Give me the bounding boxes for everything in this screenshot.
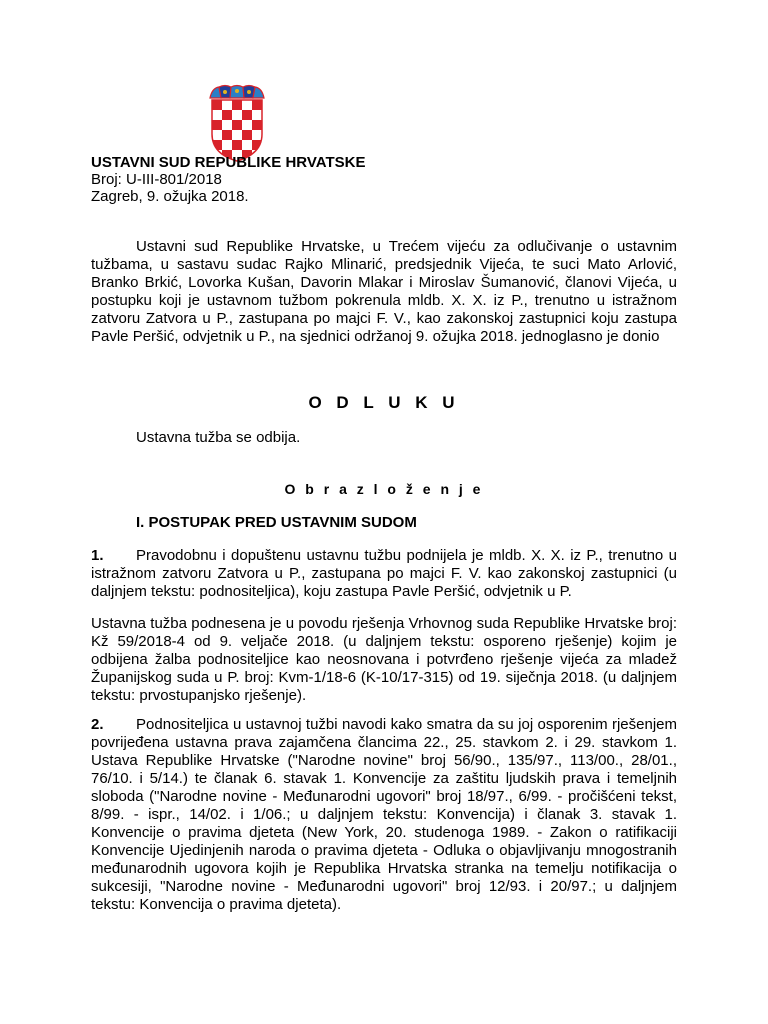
paragraph-1 xyxy=(91,547,677,601)
croatian-coat-of-arms-icon xyxy=(208,84,266,162)
reasoning-title: O b r a z l o ž e n j e xyxy=(284,481,484,497)
paragraph-1b: Ustavna tužba podnesena je u povodu rješenja Vrhovnog suda Republike Hrvatske broj: Kž 59/2018-4 od 9. veljače 2018. (u daljnjem tekstu: osporeno rješenje) kojim je odbijena žalba podnositeljice kao neosnovana i potvrđeno rješenje vijeća za mladež Županijskog suda u P. broj: Kvm-1/18-6 (K-10/17-315) od 19. siječnja 2018. (u daljnjem tekstu: prvostupanjsko rješenje). xyxy=(91,615,677,704)
paragraph-text: Podnositeljica u ustavnoj tužbi navodi kako smatra da su joj osporenim rješenjem povrijeđena ustavna prava zajamčena člancima 22., 25. stavkom 2. i 29. stavkom 1. Ustava Republike Hrvatske ("Narodne novine" broj 56/90., 135/97., 113/00., 28/01., 76/10. i 5/14.) te članak 6. stavak 1. Konvencije za zaštitu ljudskih prava i temeljnih sloboda ("Narodne novine - Međunarodni ugovori" broj 18/97., 6/99. - pročišćeni tekst, 8/99. - ispr., 14/02. i 1/06.; u daljnjem tekstu: Konvencija) i članak 3. stavak 1. Konvencije o pravima djeteta (New York, 20. studenoga 1989. - Zakon o ratifikaciji Konvencije Ujedinjenih naroda o pravima djeteta - Odluka o objavljivanju mnogostranih međunarodnih ugovora kojih je Republika Hrvatska stranka na temelju notifikacija o sukcesiji, "Narodne novine - Međunarodni ugovori" broj 12/93. i 20/97.; u daljnjem tekstu: Konvencija o pravima djeteta). xyxy=(91,716,677,913)
paragraph-number: 1. xyxy=(91,547,104,564)
decision-text: Ustavna tužba se odbija. xyxy=(136,429,301,446)
crown xyxy=(210,86,264,99)
paragraph-number: 2. xyxy=(91,716,104,733)
court-name: USTAVNI SUD REPUBLIKE HRVATSKE xyxy=(91,154,366,171)
paragraph-text: Pravodobnu i dopuštenu ustavnu tužbu podnijela je mldb. X. X. iz P., trenutno u istražnom zatvoru Zatvora u P., zastupana po majci F. V. kao zakonskoj zastupnici (u daljnjem tekstu: podnositeljica), koju zastupa Pavle Peršić, odvjetnik u P. xyxy=(91,547,677,600)
document-header xyxy=(91,154,365,205)
decision-title: O D L U K U xyxy=(308,393,460,412)
paragraph-2 xyxy=(91,716,677,914)
place-date: Zagreb, 9. ožujka 2018. xyxy=(91,188,249,205)
case-number: Broj: U-III-801/2018 xyxy=(91,171,222,188)
section-title: I. POSTUPAK PRED USTAVNIM SUDOM xyxy=(136,514,417,531)
intro-paragraph: Ustavni sud Republike Hrvatske, u Trećem vijeću za odlučivanje o ustavnim tužbama, u sastavu sudac Rajko Mlinarić, predsjednik Vijeća, te suci Mato Arlović, Branko Brkić, Lovorka Kušan, Davorin Mlakar i Miroslav Šumanović, članovi Vijeća, u postupku koji je ustavnom tužbom pokrenula mldb. X. X. iz P., trenutno u istražnom zatvoru Zatvora u P., zastupana po majci F. V., kao zakonskoj zastupnici koju zastupa Pavle Peršić, odvjetnik u P., na sjednici održanoj 9. ožujka 2018. jednoglasno je donio xyxy=(91,238,677,345)
